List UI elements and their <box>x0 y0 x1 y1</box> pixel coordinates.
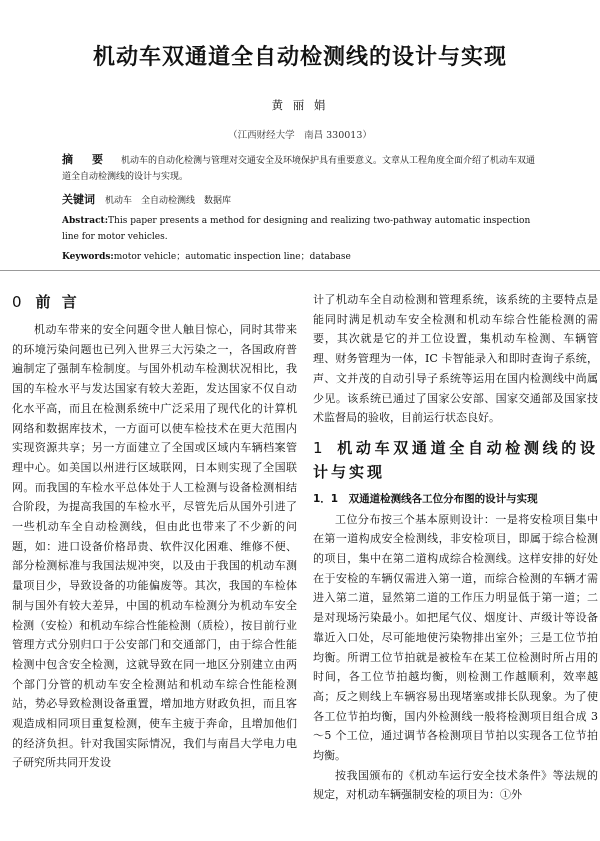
abstract-cn <box>62 152 542 185</box>
keywords-cn-text: 机动车 全自动检测线 数据库 <box>105 196 232 206</box>
section-1-1-title: 双通道检测线各工位分布图的设计与实现 <box>348 492 538 505</box>
keywords-cn <box>62 192 542 209</box>
section-0-title: 前 言 <box>35 293 80 311</box>
paper-title: 机动车双通道全自动检测线的设计与实现 <box>92 45 507 70</box>
section-1-1-paragraph-2: 按我国颁布的《机动车运行安全技术条件》等法规的规定，对机动车辆强制安检的项目为：①外 <box>313 768 598 802</box>
section-0-paragraph: 机动车带来的安全问题令世人触目惊心，同时其带来的环境污染问题也已列入世界三大污染之一，各国政府普遍制定了强制车检制度。与国外机动车检测状况相比，我国的车检水平与发达国家有较大差距，发达国家不仅自动化水平高，而且在检测系统中广泛采用了现代化的计算机网络和数据库技术，一方面可以使车检技术在更大范围内实现资源共享；另一方面建立了全国或区域内车辆档案管理中心。如美国以州进行区域联网，日本则实现了全国联网。而我国的车检水平总体处于人工检测与设备检测相结合阶段，为提高我国的车检水平，尽管先后从国外引进了一些机动车全自动检测线，但由此也带来了不少新的问题，如：进口设备价格昂贵、软件汉化困难、维修不便、部分检测标准与我国法规冲突，以及由于我国的机动车测量项目少，导致设备的功能偏废等。其次，我国的车检体制与国外有较大差异，中国的机动车检测分为机动车安全检测（安检）和机动车综合性能检测（质检），按目前行业管理方式分别归口于公安部门和交通部门，由于综合性能检测中包含安全检测，这就导致在同一地区分别建立由两个部门分管的机动车安全检测站和机动车综合性能检测站，势必导致检测设备重置，增加地方财政负担，而且客观造成相同项目重复检测，使车主疲于奔命，且增加他们的经济负担。针对我国实际情况，我们与南昌大学电力电子研究所共同开发设 <box>12 323 297 770</box>
abstract-cn-text: 机动车的自动化检测与管理对交通安全及环境保护具有重要意义。文章从工程角度全面介绍了机动车双通道全自动检测线的设计与实现。 <box>62 156 536 182</box>
header-divider <box>0 270 600 271</box>
abstract-cn-label: 摘 要 <box>62 153 107 166</box>
section-1-number: 1 <box>313 438 323 457</box>
left-column <box>12 290 297 773</box>
keywords-en <box>62 249 542 265</box>
section-1-heading <box>313 436 598 484</box>
section-0-number: 0 <box>12 293 22 311</box>
author-name: 黄 丽 娟 <box>271 98 329 112</box>
section-1-title: 机动车双通道全自动检测线的设计与实现 <box>313 438 598 481</box>
section-1-1-heading <box>313 490 598 510</box>
right-column <box>313 290 598 805</box>
section-0-heading <box>12 290 297 314</box>
keywords-en-text: motor vehicle；automatic inspection line；database <box>113 252 351 262</box>
abstract-en <box>62 213 542 245</box>
keywords-cn-label: 关键词 <box>62 193 95 206</box>
abstract-en-text: This paper presents a method for designing and realizing two-pathway automatic inspection line for motor vehicles. <box>62 216 531 242</box>
abstract-en-label: Abstract: <box>62 216 109 226</box>
section-1-1-number: 1．1 <box>313 492 339 505</box>
section-1-1-paragraph-1: 工位分布按三个基本原则设计：一是将安检项目集中在第一道构成安全检测线，非安检项目，即属于综合检测的项目，集中在第二道构成综合检测线。这样安排的好处在于安检的车辆仅需进入第一道，而综合检测的车辆才需进入第二道，显然第二道的工作压力明显低于第一道；二是对现场污染最小。如把尾气仪、烟度计、声级计等设备靠近入口处，尽可能地使污染物排出室外；三是工位节拍均衡。所谓工位节拍就是被检车在某工位检测时所占用的时间，各工位节拍越均衡，则检测工作越顺利，效率越高；反之则线上车辆容易出现堵塞或排长队现象。为了使各工位节拍均衡，国内外检测线一般将检测项目组合成 3～5 个工位，通过调节各检测项目节拍以实现各工位节拍均衡。 <box>313 512 598 763</box>
keywords-en-label: Keywords: <box>62 252 114 262</box>
affiliation: （江西财经大学 南昌 330013） <box>228 130 372 141</box>
continuation-paragraph: 计了机动车全自动检测和管理系统，该系统的主要特点是能同时满足机动车安全检测和机动车综合性能检测的需要，其次就是它的并工位设置，集机动车检测、车辆管理、财务管理为一体，IC 卡智能录入和即时查询子系统，声、文并茂的自动引导子系统等运用在国内检测线中尚属少见。该系统已通过了国家公安部、国家交通部及国家技术监督局的验收，目前运行状态良好。 <box>313 293 598 425</box>
